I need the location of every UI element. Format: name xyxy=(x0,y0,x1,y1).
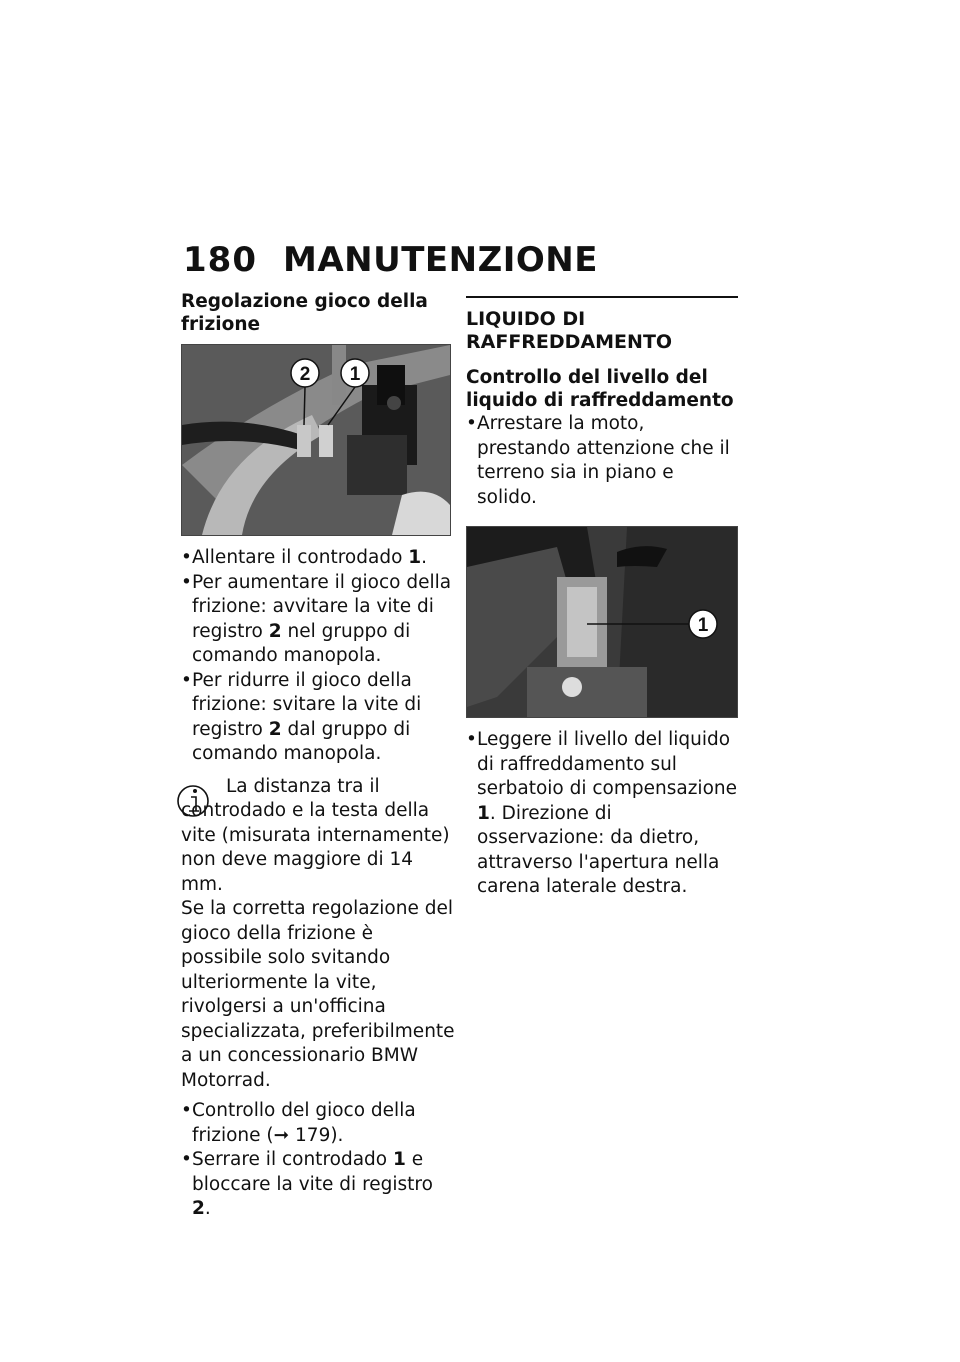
left-column xyxy=(181,290,456,1222)
clutch-lever-photo xyxy=(181,344,451,536)
callout-1: 1 xyxy=(349,364,361,385)
callout-1: 1 xyxy=(697,615,709,636)
note-paragraph: Se la corretta regolazione del gioco della frizione è possibile solo svitando ulteriormente la vite, rivolgersi a un'officina specializzata, preferibilmente a un concessionario BMW Motorrad. xyxy=(181,898,455,1091)
coolant-tank-photo xyxy=(466,526,738,718)
callout-2: 2 xyxy=(299,364,311,385)
info-icon xyxy=(175,779,211,819)
list-item: • Arrestare la moto, prestando attenzione che il terreno sia in piano e solido. xyxy=(466,412,738,510)
list-item: • Per ridurre il gioco della frizione: svitare la vite di registro 2 dal gruppo di comando manopola. xyxy=(181,669,456,767)
note-text: La distanza tra il controdado e la testa della vite (misurata internamente) non deve maggiore di 14 mm. xyxy=(181,775,450,895)
coolant-steps xyxy=(466,412,738,510)
coolant-check-heading: Controllo del livello del liquido di raffreddamento xyxy=(466,367,734,411)
coolant-section-heading: LIQUIDO DI RAFFREDDAMENTO xyxy=(466,296,738,354)
list-item: • Allentare il controdado 1. xyxy=(181,546,456,571)
list-item: • Leggere il livello del liquido di raffreddamento sul serbatoio di compensazione 1. Direzione di osservazione: da dietro, attraverso l'apertura nella carena laterale destra. xyxy=(466,728,738,900)
list-item: • Serrare il controdado 1 e bloccare la vite di registro 2. xyxy=(181,1148,456,1222)
steps-list-2 xyxy=(181,1099,456,1222)
steps-list xyxy=(181,546,456,767)
coolant-steps-2 xyxy=(466,728,738,900)
info-note xyxy=(181,775,456,898)
clutch-adjustment-heading: Regolazione gioco della frizione xyxy=(181,291,428,335)
list-item: • Per aumentare il gioco della frizione: avvitare la vite di registro 2 nel gruppo di comando manopola. xyxy=(181,571,456,669)
reference-arrow-icon: ➞ xyxy=(273,1124,296,1146)
page-number: 180 xyxy=(183,240,257,280)
page-section-title: MANUTENZIONE xyxy=(283,240,598,280)
right-column xyxy=(466,290,738,900)
list-item: • Controllo del gioco della frizione (➞ 179). xyxy=(181,1099,456,1148)
